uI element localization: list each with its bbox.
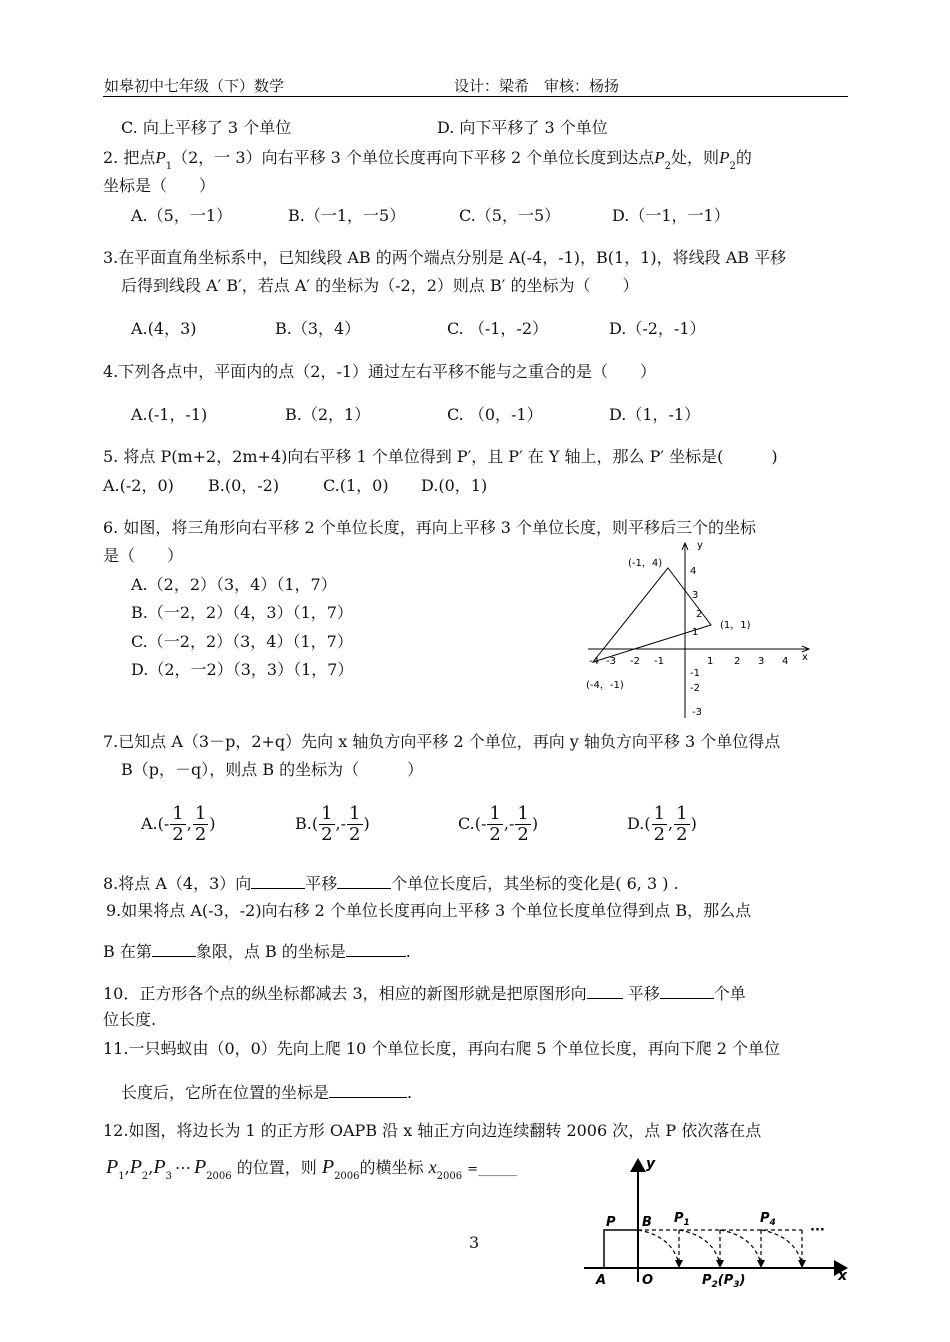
roll-arc (761, 1230, 802, 1264)
fraction (515, 804, 530, 845)
p-sub: 2 (141, 1171, 149, 1182)
q10-text: 平移 (627, 984, 660, 1003)
fraction (319, 804, 334, 845)
q11-text: 长度后，它所在位置的坐标是 (121, 1083, 330, 1102)
q7-option-b-prefix: B.( (295, 814, 319, 833)
label-p4: $P_4$ (760, 1211, 776, 1228)
q4-line1: 4.下列各点中，平面内的点（2，-1）通过左右平移不能与之重合的是（ ） (103, 362, 657, 381)
triangle (593, 568, 711, 662)
denominator: 2 (676, 824, 688, 845)
x-sub: 2006 (436, 1171, 463, 1182)
q3-line2: 后得到线段 A′ B′，若点 A′ 的坐标为（-2，2）则点 B′ 的坐标为（ ） (121, 276, 639, 295)
q3-option-a: A.(4，3) (131, 319, 197, 338)
q10-text: 10．正方形各个点的纵坐标都减去 3，相应的新图形就是把原图形向 (103, 984, 587, 1003)
x-tick-label: 3 (758, 656, 765, 667)
denominator: 2 (653, 824, 666, 845)
q4-option-c: C. （0，-1） (447, 405, 543, 424)
q4-option-b: B.（2，1） (285, 405, 371, 424)
numerator: 1 (653, 803, 666, 824)
x-tick-label: 2 (734, 656, 741, 667)
label-p2-p3: $P_2(P_3)$ (702, 1273, 746, 1288)
q2-text: 处，则 (671, 148, 720, 167)
fraction (193, 804, 208, 845)
q9-line2 (103, 940, 411, 962)
q2-line2: 坐标是（ ） (103, 176, 216, 195)
label-a: A (596, 1273, 607, 1288)
numerator: 1 (676, 803, 688, 824)
paren-close: ) (531, 814, 539, 833)
fraction (674, 804, 689, 845)
point-label-top: (-1，4) (628, 558, 663, 569)
q2-question (103, 148, 752, 177)
q12-square-rolling-figure (580, 1152, 850, 1288)
ellipsis: ⋯ (174, 1158, 191, 1177)
q9-text: B 在第 (103, 942, 152, 961)
p-sub: 2006 (334, 1171, 360, 1182)
answer-blank[interactable] (660, 982, 714, 999)
q3-option-c: C. （-1，-2） (447, 319, 549, 338)
q6-line2: 是（ ） (103, 546, 184, 565)
point-label-left: (-4，-1) (586, 680, 624, 691)
x-tick-label: -4 (589, 656, 599, 667)
q6-coordinate-figure (580, 538, 820, 722)
fraction (170, 804, 185, 845)
header-title: 如皋初中七年级（下）数学 (104, 77, 285, 95)
page-number: 3 (469, 1233, 480, 1252)
q2-option-b: B.（一1，一5） (288, 206, 406, 225)
sep: , (148, 1158, 154, 1177)
numerator: 1 (489, 803, 501, 824)
answer-blank[interactable] (346, 940, 406, 957)
denominator: 2 (489, 824, 501, 845)
q10-text: 个单 (713, 984, 746, 1003)
paren-close: ) (690, 814, 697, 833)
q6-option-a: A.（2，2）（3，4）（1，7） (131, 575, 337, 594)
q3-option-d: D.（-2，-1） (609, 319, 706, 338)
q7-option-a-prefix: A.(- (141, 814, 170, 833)
q2-text: 2. 把点 (103, 148, 156, 167)
q12-answer[interactable]: =______ (467, 1162, 518, 1177)
q12-line1: 12.如图，将边长为 1 的正方形 OAPB 沿 x 轴正方向边连续翻转 2006 次，点 P 依次落在点 (103, 1121, 762, 1140)
p-sub: 1 (118, 1171, 125, 1182)
answer-blank[interactable] (337, 872, 391, 889)
sep: , (124, 1158, 130, 1177)
q3-option-b: B.（3，4） (275, 319, 361, 338)
numerator: 1 (194, 803, 207, 824)
q8-text: 个单位长度后，其坐标的变化是( 6, 3 ) . (391, 874, 679, 893)
label-p1: $P_1$ (674, 1211, 690, 1228)
roll-arc (679, 1230, 720, 1264)
arc-arrowhead (798, 1260, 806, 1268)
p-symbol: P (129, 1156, 142, 1178)
q10-line1 (103, 982, 746, 1004)
q7-line2: B（p，－q），则点 B 的坐标为（ ） (121, 760, 424, 779)
q7-option-c-prefix: C.(- (458, 814, 487, 833)
label-p: P (606, 1215, 616, 1230)
numerator: 1 (517, 803, 529, 824)
fraction (487, 804, 502, 845)
x-tick-label: 1 (707, 656, 714, 667)
q7-option-c (458, 804, 538, 845)
q2-option-a: A.（5，一1） (131, 206, 233, 225)
comma: ,- (503, 814, 515, 833)
q7-line1: 7.已知点 A（3－p，2+q）先向 x 轴负方向平移 2 个单位，再向 y 轴负方向平移 3 个单位得点 (103, 732, 781, 751)
answer-blank[interactable] (329, 1081, 407, 1098)
x-tick-label: -3 (606, 656, 616, 667)
q9-text: 象限，点 B 的坐标是 (195, 942, 346, 961)
answer-blank[interactable] (152, 940, 196, 957)
answer-blank[interactable] (251, 872, 305, 889)
q2-p2-sub: 2 (729, 161, 736, 172)
q8-text: 平移 (305, 874, 338, 893)
q5-option-b: B.(0，-2) (208, 476, 280, 495)
denominator: 2 (172, 824, 184, 845)
denominator: 2 (349, 824, 361, 845)
q9-line1: 9.如果将点 A(-3，-2)向右移 2 个单位长度再向上平移 3 个单位长度单位得到点 B，那么点 (106, 901, 752, 920)
x-tick-label: 4 (782, 656, 789, 667)
q3-line1: 3.在平面直角坐标系中，已知线段 AB 的两个端点分别是 A(-4，-1)，B(1，1)，将线段 AB 平移 (103, 248, 787, 267)
paren-close: ) (209, 814, 216, 833)
x-tick-label: -1 (654, 656, 664, 667)
q2-p1-sub: 1 (165, 161, 173, 172)
q5-option-a: A.(-2，0) (103, 476, 174, 495)
q4-option-d: D.（1，-1） (609, 405, 701, 424)
initial-square (604, 1230, 638, 1268)
y-tick-label: -3 (692, 707, 702, 718)
q8-text: 8.将点 A（4，3）向 (103, 874, 252, 893)
p-sub: 3 (165, 1171, 172, 1182)
p-symbol: P (193, 1156, 207, 1178)
q8-question (103, 872, 679, 894)
header-credits: 设计：梁希 审核：杨扬 (454, 77, 620, 95)
arc-arrowhead (757, 1260, 765, 1268)
q2-text: （2，一 3）向右平移 3 个单位长度再向下平移 2 个单位长度到达点 (172, 148, 655, 167)
p-sub: 2006 (206, 1171, 232, 1182)
denominator: 2 (321, 824, 333, 845)
answer-blank[interactable] (587, 982, 623, 999)
y-tick-label: 4 (690, 566, 697, 577)
q2-p2-sub: 2 (664, 161, 672, 172)
comma: ,- (335, 814, 347, 833)
roll-arc (638, 1230, 679, 1264)
numerator: 1 (321, 803, 333, 824)
ellipsis: ··· (810, 1223, 825, 1238)
paren-close: ) (363, 814, 370, 833)
q5-option-d: D.(0，1) (421, 476, 488, 495)
q2-p2: P (654, 148, 665, 167)
q7-option-d-prefix: D.( (627, 814, 651, 833)
x-symbol: x (428, 1157, 437, 1177)
q7-option-d (627, 804, 697, 845)
x-axis-label: x (838, 1268, 848, 1284)
p-symbol: P (321, 1156, 335, 1178)
numerator: 1 (349, 803, 361, 824)
x-tick-label: -2 (630, 656, 640, 667)
fraction (652, 804, 667, 845)
q7-option-b (295, 804, 370, 845)
q7-option-a (141, 804, 216, 845)
q6-line1: 6. 如图，将三角形向右平移 2 个单位长度，再向上平移 3 个单位长度，则平移后三个的坐标 (103, 518, 757, 537)
q2-p1: P (155, 148, 166, 167)
q5-option-c: C.(1，0) (323, 476, 389, 495)
q1-option-c: C. 向上平移了 3 个单位 (121, 118, 292, 137)
roll-arc (720, 1230, 761, 1264)
y-tick-label: 2 (696, 609, 703, 620)
q6-option-c: C.（一2，2）（3，4）（1，7） (131, 632, 353, 651)
q2-option-d: D.（一1，一1） (612, 206, 730, 225)
x-axis-label: x (802, 652, 808, 663)
q2-option-c: C.（5，一5） (459, 206, 561, 225)
q10-line2: 位长度. (103, 1010, 157, 1029)
label-o: O (642, 1273, 654, 1288)
comma: , (668, 814, 674, 833)
q5-line1: 5. 将点 P(m+2，2m+4)向右平移 1 个单位得到 P′，且 P′ 在 Y 轴上，那么 P′ 坐标是( ) (103, 447, 778, 466)
q6-option-d: D.（2，一2）（3，3）（1，7） (131, 660, 354, 679)
q11-line1: 11.一只蚂蚁由（0，0）先向上爬 10 个单位长度，再向右爬 5 个单位长度，再向下爬 2 个单位 (103, 1039, 781, 1058)
y-axis-label: y (646, 1156, 656, 1172)
comma: , (186, 814, 192, 833)
header-rule (103, 96, 848, 97)
denominator: 2 (517, 824, 529, 845)
y-tick-label: -2 (690, 683, 700, 694)
p-symbol: P (106, 1156, 119, 1178)
y-tick-label: -1 (690, 668, 700, 679)
q12-line2 (106, 1154, 517, 1190)
point-label-right: (1，1) (720, 620, 751, 631)
q2-p2: P (719, 148, 730, 167)
numerator: 1 (172, 803, 184, 824)
fraction (347, 804, 362, 845)
q12-text: 的位置，则 (236, 1158, 317, 1177)
y-tick-label: 3 (692, 590, 699, 601)
q11-text: . (407, 1083, 413, 1102)
q1-option-d: D. 向下平移了 3 个单位 (437, 118, 608, 137)
q6-option-b: B.（一2，2）（4，3）（1，7） (131, 603, 353, 622)
q4-option-a: A.(-1，-1) (131, 405, 208, 424)
arc-arrowhead (716, 1260, 724, 1268)
q12-text: 的横坐标 (359, 1158, 424, 1177)
q11-line2 (121, 1081, 412, 1103)
q2-text: 的 (735, 148, 752, 167)
q9-text: . (405, 942, 411, 961)
y-axis-label: y (697, 540, 703, 551)
y-tick-label: 1 (692, 627, 699, 638)
denominator: 2 (194, 824, 207, 845)
p-symbol: P (153, 1156, 166, 1178)
arc-arrowhead (675, 1260, 683, 1268)
label-b: B (642, 1215, 652, 1230)
